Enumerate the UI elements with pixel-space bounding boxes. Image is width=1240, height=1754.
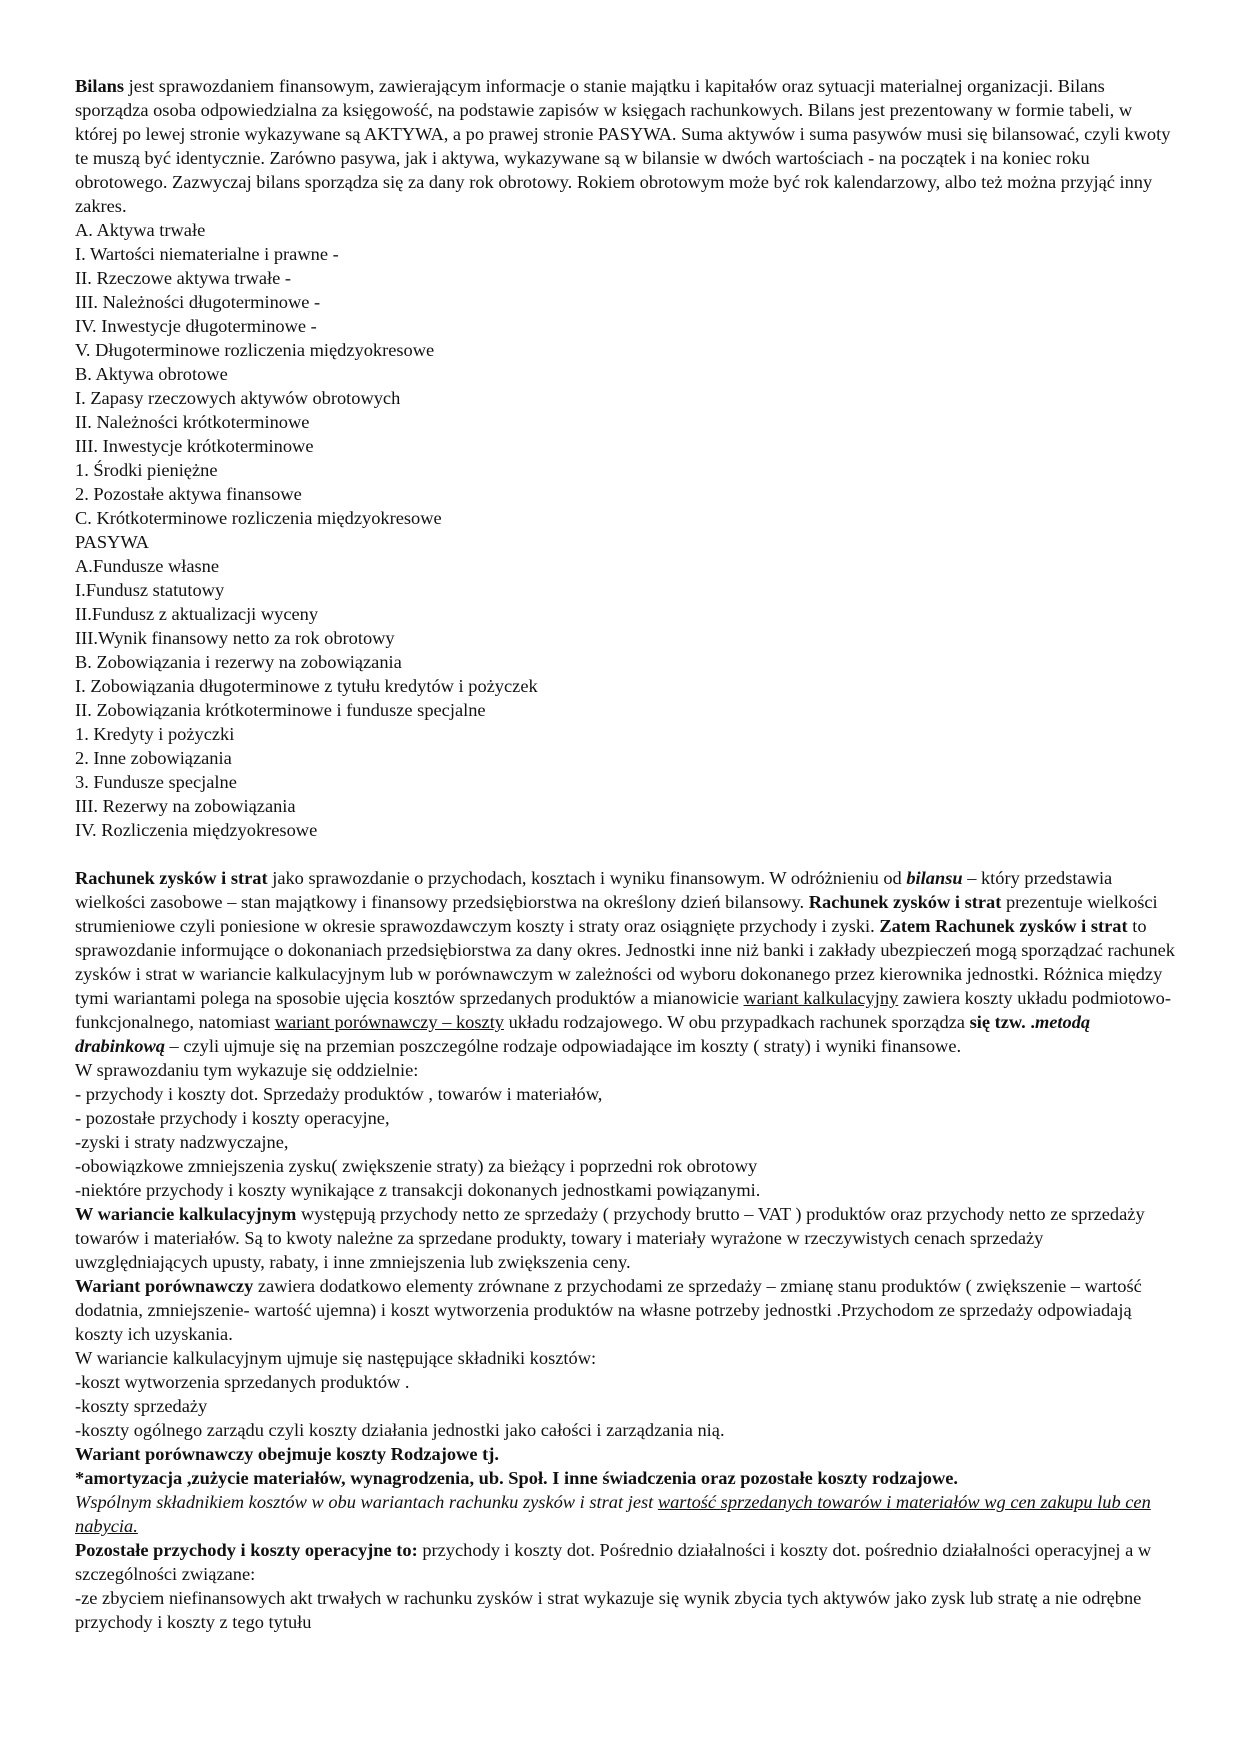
list-item: II. Zobowiązania krótkoterminowe i fundusze specjalne [75,700,486,720]
pozostale-paragraph [75,1538,1175,1586]
list-item: III.Wynik finansowy netto za rok obrotowy [75,628,395,648]
italic-text: Wspólnym składnikiem kosztów w obu wariantach rachunku zysków i strat jest [75,1492,658,1512]
list-item: 2. Inne zobowiązania [75,748,232,768]
bilans-paragraph [75,74,1175,218]
list-item: PASYWA [75,532,149,552]
bilans-text: jest sprawozdaniem finansowym, zawierającym informacje o stanie majątku i kapitałów oraz sytuacji materialnej organizacji. Bilans sporządza osoba odpowiedzialna za księgowość, na podstawie zapisów w księgach rachunkowych. Bilans jest prezentowany w formie tabeli, w której po lewej stronie wykazywane są AKTYWA, a po prawej stronie PASYWA. Suma aktywów i suma pasywów musi się bilansować, czyli kwoty te muszą być identycznie. Zarówno pasywa, jak i aktywa, wykazywane są w bilansie w dwóch wartościach - na początek i na koniec roku obrotowego. Zazwyczaj bilans sporządza się za dany rok obrotowy. Rokiem obrotowym może być rok kalendarzowy, albo też można przyjąć inny zakres. [75,76,1171,216]
list-item: 3. Fundusze specjalne [75,772,237,792]
bold-term: Pozostałe przychody i koszty operacyjne to: [75,1540,418,1560]
kalkulacyjny-paragraph [75,1202,1175,1274]
list-item: II.Fundusz z aktualizacji wyceny [75,604,319,624]
text-run: przychody i koszty dot. Pośrednio działalności i koszty dot. pośrednio działalności operacyjnej a w szczególności związane: [75,1540,1152,1584]
bold-line [75,1442,1175,1466]
porownawczy-paragraph [75,1274,1175,1346]
list-item: II. Należności krótkoterminowe [75,412,310,432]
list-item: III. Inwestycje krótkoterminowe [75,436,314,456]
list-item: IV. Inwestycje długoterminowe - [75,316,317,336]
list-item: 2. Pozostałe aktywa finansowe [75,484,302,504]
list-item: I. Zobowiązania długoterminowe z tytułu kredytów i pożyczek [75,676,538,696]
paragraph-gap [75,842,1175,866]
list-item: A.Fundusze własne [75,556,220,576]
document-page [75,74,1175,1634]
underlined-term: wariant porównawczy – koszty [274,1012,505,1032]
text-run: to sprawozdanie informujące o dokonaniach przedsiębiorstwa za dany okres. Jednostki inne niż banki i zakłady ubezpieczeń mogą sporządzać rachunek zysków i strat w wariancie kalkulacyjnym lub w porównawczym w zależności od wyboru dokonanego przez kierownika jednostki. Różnica między tymi wariantami polega na sposobie ujęcia kosztów sprzedanych produktów a mianowicie [75,916,1175,1008]
text-line: - pozostałe przychody i koszty operacyjne, [75,1108,390,1128]
list-item: I. Zapasy rzeczowych aktywów obrotowych [75,388,401,408]
bold-text: *amortyzacja ,zużycie materiałów, wynagrodzenia, ub. Społ. I inne świadczenia oraz pozostałe koszty rodzajowe. [75,1468,958,1488]
text-run: zawiera dodatkowo elementy zrównane z przychodami ze sprzedaży – zmianę stanu produktów ( zwiększenie – wartość dodatnia, zmniejszenie- wartość ujemna) i koszt wytworzenia produktów na własne potrzeby jednostki .Przychodom ze sprzedaży odpowiadają koszty ich uzyskania. [75,1276,1142,1344]
underlined-term: wartość sprzedanych towarów i materiałów wg cen zakupu lub cen nabycia. [75,1492,1151,1536]
text-run: – czyli ujmuje się na przemian poszczególne rodzaje odpowiadające im koszty ( straty) i wyniki finansowe. [164,1036,962,1056]
text-line: W wariancie kalkulacyjnym ujmuje się następujące składniki kosztów: [75,1348,597,1368]
list-item: IV. Rozliczenia międzyokresowe [75,820,318,840]
list-item: III. Rezerwy na zobowiązania [75,796,296,816]
bold-term: Wariant porównawczy [75,1276,254,1296]
text-run: prezentuje wielkości strumieniowe czyli poniesione w okresie sprawozdawczym koszty i straty oraz osiągnięte przychody i zyski. [75,892,1158,936]
text-run: – który przedstawia wielkości zasobowe – stan majątkowy i finansowy przedsiębiorstwa na określony dzień bilansowy. [75,868,1113,912]
list-item: 1. Środki pieniężne [75,460,218,480]
list-item: B. Zobowiązania i rezerwy na zobowiązania [75,652,402,672]
text-run: układu rodzajowego. W obu przypadkach rachunek sporządza [504,1012,970,1032]
list-item: I.Fundusz statutowy [75,580,225,600]
bold-term: W wariancie kalkulacyjnym [75,1204,297,1224]
rzis-term: Rachunek zysków i strat [75,868,268,888]
list-item: A. Aktywa trwałe [75,220,206,240]
list-item: B. Aktywa obrotowe [75,364,228,384]
bilans-lead: Bilans [75,76,125,96]
bilans-term: bilansu [906,868,963,888]
rzis-term: Rachunek zysków i strat [808,892,1002,912]
list-item: III. Należności długoterminowe - [75,292,321,312]
text-line: - przychody i koszty dot. Sprzedaży produktów , towarów i materiałów, [75,1084,603,1104]
list-item: V. Długoterminowe rozliczenia międzyokresowe [75,340,435,360]
text-line: -koszty ogólnego zarządu czyli koszty działania jednostki jako całości i zarządzania nią. [75,1420,725,1440]
text-run: występują przychody netto ze sprzedaży ( przychody brutto – VAT ) produktów oraz przychody netto ze sprzedaży towarów i materiałów. Są to kwoty należne za sprzedane produkty, towary i materiały wyrażone w rzeczywistych cenach sprzedaży uwzględniających upusty, rabaty, i inne zmniejszenia lub zwiększenia ceny. [75,1204,1145,1272]
bold-text: Wariant porównawczy obejmuje koszty Rodzajowe tj. [75,1444,499,1464]
text-line: -ze zbyciem niefinansowych akt trwałych w rachunku zysków i strat wykazuje się wynik zbycia tych aktywów jako zysk lub stratę a nie odrębne przychody i koszty z tego tytułu [75,1588,1142,1632]
text-line: W sprawozdaniu tym wykazuje się oddzielnie: [75,1060,419,1080]
list-item: 1. Kredyty i pożyczki [75,724,235,744]
bold-term: się tzw. . [969,1012,1035,1032]
rzis-paragraph [75,866,1175,1058]
balance-sheet-list [75,218,1175,842]
method-term: metodą drabinkową [75,1012,1091,1056]
text-line: -koszty sprzedaży [75,1396,208,1416]
text-run: zawiera koszty układu podmiotowo-funkcjonalnego, natomiast [75,988,1171,1032]
text-line: -niektóre przychody i koszty wynikające z transakcji dokonanych jednostkami powiązanymi. [75,1180,761,1200]
italic-paragraph [75,1490,1175,1538]
list-item: C. Krótkoterminowe rozliczenia międzyokresowe [75,508,442,528]
list-item: II. Rzeczowe aktywa trwałe - [75,268,291,288]
text-line: -obowiązkowe zmniejszenia zysku( zwiększenie straty) za bieżący i poprzedni rok obrotowy [75,1156,758,1176]
text-run: jako sprawozdanie o przychodach, kosztach i wyniku finansowym. W odróżnieniu od [267,868,907,888]
rzis-term: Zatem Rachunek zysków i strat [879,916,1128,936]
bold-line [75,1466,1175,1490]
list-item: I. Wartości niematerialne i prawne - [75,244,339,264]
underlined-term: wariant kalkulacyjny [743,988,899,1008]
text-line: -koszt wytworzenia sprzedanych produktów . [75,1372,410,1392]
text-line: -zyski i straty nadzwyczajne, [75,1132,289,1152]
